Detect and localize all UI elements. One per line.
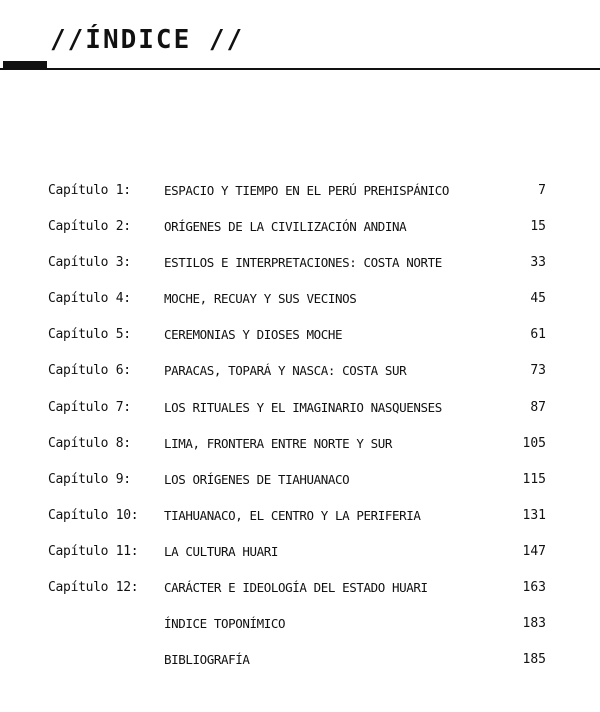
title-rule: [0, 68, 600, 70]
toc-chapter-label: Capítulo 1:: [48, 183, 131, 198]
toc-entry-index[interactable]: [0, 609, 600, 645]
toc-entry[interactable]: [0, 537, 600, 573]
toc-entry-title: LA CULTURA HUARI: [164, 543, 279, 559]
toc-chapter-label: Capítulo 2:: [48, 219, 131, 235]
toc-chapter-label: Capítulo 7:: [48, 399, 131, 415]
toc-entry-title: ORÍGENES DE LA CIVILIZACIÓN ANDINA: [164, 219, 407, 235]
toc-entry-title: LOS RITUALES Y EL IMAGINARIO NASQUENSES: [164, 399, 442, 415]
toc-entry-title: CARÁCTER E IDEOLOGÍA DEL ESTADO HUARI: [164, 580, 428, 596]
toc-entry[interactable]: [0, 212, 600, 248]
toc-page-number: 115: [522, 471, 546, 487]
toc-page-number: 183: [522, 616, 546, 632]
toc-page-number: 185: [522, 652, 546, 668]
toc-page-number: 105: [522, 435, 546, 451]
toc-entry-title: CEREMONIAS Y DIOSES MOCHE: [164, 327, 343, 343]
toc-page-number: 87: [530, 399, 546, 415]
toc-entry[interactable]: [0, 176, 600, 212]
toc-entry[interactable]: [0, 573, 600, 609]
toc-chapter-label: Capítulo 12:: [48, 580, 139, 596]
toc-entry-title: ESPACIO Y TIEMPO EN EL PERÚ PREHISPÁNICO: [164, 183, 450, 198]
toc-page-number: 163: [522, 580, 546, 596]
toc-entry[interactable]: [0, 501, 600, 537]
toc-entry[interactable]: [0, 393, 600, 429]
toc-page-number: 7: [538, 183, 546, 198]
toc-chapter-label: Capítulo 9:: [48, 471, 131, 487]
toc-entry[interactable]: [0, 320, 600, 356]
toc-entry-title: MOCHE, RECUAY Y SUS VECINOS: [164, 291, 357, 307]
toc-chapter-label: Capítulo 10:: [48, 507, 139, 523]
toc-chapter-label: Capítulo 5:: [48, 327, 131, 343]
toc-page-number: 33: [530, 255, 546, 271]
toc-page-number: 15: [530, 219, 546, 235]
toc-entry-title: PARACAS, TOPARÁ Y NASCA: COSTA SUR: [164, 363, 407, 379]
toc-entry[interactable]: [0, 465, 600, 501]
toc-page-number: 147: [522, 543, 546, 559]
toc-entry-title: ÍNDICE TOPONÍMICO: [164, 616, 286, 632]
toc-entry[interactable]: [0, 356, 600, 392]
toc-page-number: 73: [530, 363, 546, 379]
toc-entry[interactable]: [0, 429, 600, 465]
toc-chapter-label: Capítulo 4:: [48, 291, 131, 307]
toc-entry-title: TIAHUANACO, EL CENTRO Y LA PERIFERIA: [164, 507, 421, 523]
toc-chapter-label: Capítulo 6:: [48, 363, 131, 379]
page-title: //ÍNDICE //: [50, 25, 245, 55]
toc-chapter-label: Capítulo 3:: [48, 255, 131, 271]
toc-entry[interactable]: [0, 248, 600, 284]
toc-page-number: 45: [530, 291, 546, 307]
toc-entry-title: LIMA, FRONTERA ENTRE NORTE Y SUR: [164, 435, 393, 451]
toc-entry-title: BIBLIOGRAFÍA: [164, 652, 250, 668]
toc-entry-title: LOS ORÍGENES DE TIAHUANACO: [164, 471, 350, 487]
toc-chapter-label: Capítulo 8:: [48, 435, 131, 451]
toc-chapter-label: Capítulo 11:: [48, 543, 139, 559]
table-of-contents: [0, 176, 600, 681]
toc-entry-bibliography[interactable]: [0, 645, 600, 681]
toc-entry-title: ESTILOS E INTERPRETACIONES: COSTA NORTE: [164, 255, 442, 271]
toc-entry[interactable]: [0, 284, 600, 320]
toc-page-number: 61: [530, 327, 546, 343]
toc-page-number: 131: [522, 507, 546, 523]
